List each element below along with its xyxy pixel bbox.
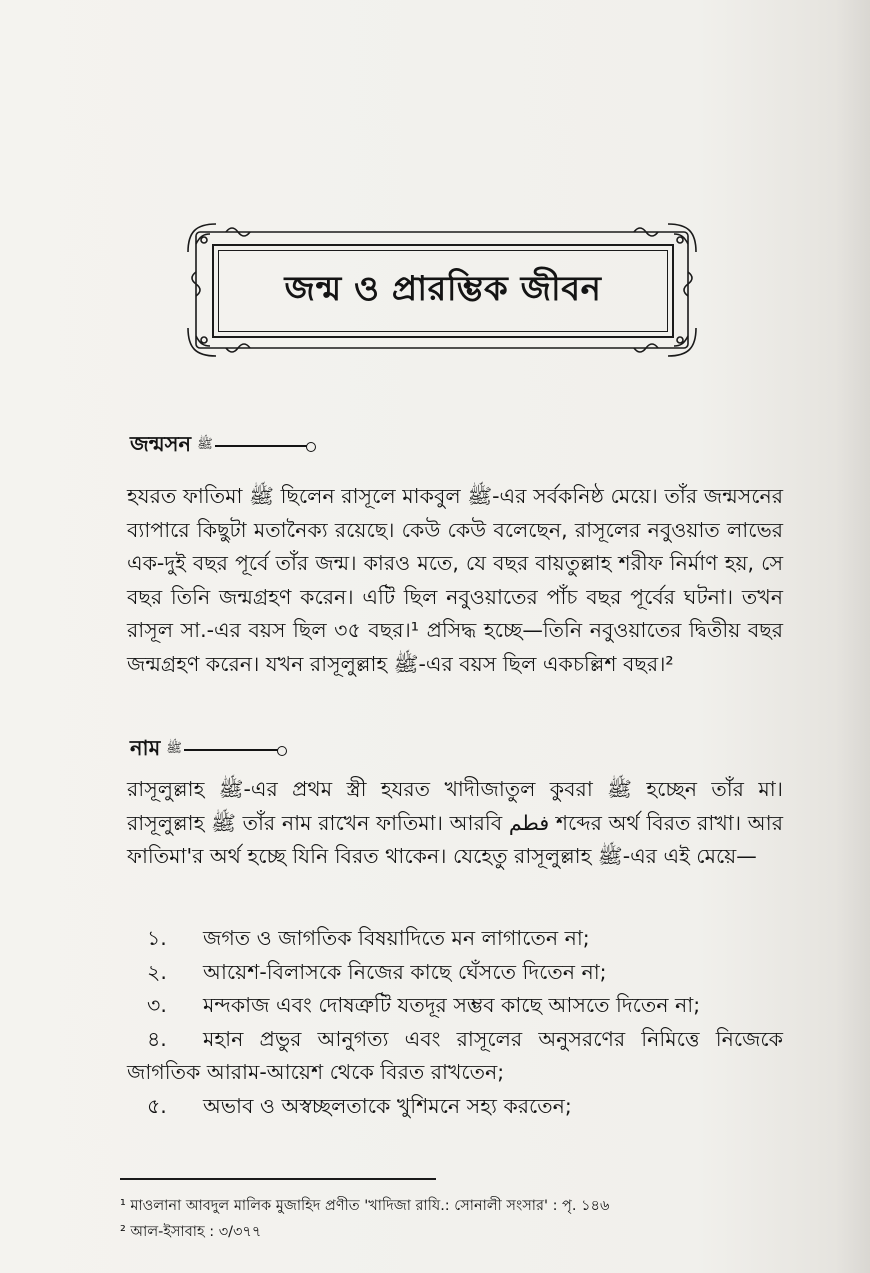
footnote-divider xyxy=(120,1178,436,1180)
list-item: ২. আয়েশ-বিলাসকে নিজের কাছে ঘেঁসতে দিতেন না; xyxy=(147,959,607,984)
heading-rule xyxy=(184,749,284,751)
chapter-title: জন্ম ও প্রারম্ভিক জীবন xyxy=(284,268,602,309)
honorific-icon: ﷺ xyxy=(166,741,183,756)
section-heading-name xyxy=(130,732,284,767)
footnote-1: ¹ মাওলানা আবদুল মালিক মুজাহিদ প্রণীত 'খাদিজা রাযি.: সোনালী সংসার' : পৃ. ১৪৬ xyxy=(120,1198,610,1214)
list-item: ৫. অভাব ও অস্বচ্ছলতাকে খুশিমনে সহ্য করতেন; xyxy=(147,1093,572,1118)
section-paragraph-birth-year: হযরত ফাতিমা ﷺ ছিলেন রাসূলে মাকবুল ﷺ-এর সর্বকনিষ্ঠ মেয়ে। তাঁর জন্মসনের ব্যাপারে কিছুটা মতানৈক্য রয়েছে। কেউ কেউ বলেছেন, রাসূলের নবুওয়াত লাভের এক-দুই বছর পূর্বে তাঁর জন্ম। কারও মতে, যে বছর বায়তুল্লাহ শরীফ নির্মাণ হয়, সে বছর তিনি জন্মগ্রহণ করেন। এটি ছিল নবুওয়াতের পাঁচ বছর পূর্বের ঘটনা। তখন রাসূল সা.-এর বয়স ছিল ৩৫ বছর।¹ প্রসিদ্ধ হচ্ছে—তিনি নবুওয়াতের দ্বিতীয় বছর জন্মগ্রহণ করেন। যখন রাসূলুল্লাহ ﷺ-এর বয়স ছিল একচল্লিশ বছর।² xyxy=(127,484,783,676)
heading-text: নাম xyxy=(130,736,161,760)
section-heading-birth-year xyxy=(130,428,313,463)
qualities-list xyxy=(127,922,783,1123)
list-item: ৩. মন্দকাজ এবং দোষত্রুটি যতদূর সম্ভব কাছে আসতে দিতেন না; xyxy=(147,993,701,1017)
footnote-2: ² আল-ইসাবাহ : ৩/৩৭৭ xyxy=(120,1224,262,1240)
list-item: ৪. মহান প্রভুর আনুগত্য এবং রাসূলের অনুসরণের নিমিত্তে নিজেকে জাগতিক আরাম-আয়েশ থেকে বিরত রাখতেন; xyxy=(127,1026,783,1084)
title-box xyxy=(212,244,674,338)
section-paragraph-name: রাসূলুল্লাহ ﷺ-এর প্রথম স্ত্রী হযরত খাদীজাতুল কুবরা ﷺ হচ্ছেন তাঁর মা। রাসূলুল্লাহ ﷺ তাঁর নাম রাখেন ফাতিমা। আরবি فطم শব্দের অর্থ বিরত রাখা। আর ফাতিমা'র অর্থ হচ্ছে যিনি বিরত থাকেন। যেহেতু রাসূলুল্লাহ ﷺ-এর এই মেয়ে— xyxy=(127,777,783,868)
chapter-title-frame xyxy=(186,222,698,358)
heading-text: জন্মসন xyxy=(130,432,192,456)
heading-rule xyxy=(215,445,313,447)
list-item: ১. জগত ও জাগতিক বিষয়াদিতে মন লাগাতেন না; xyxy=(147,926,590,950)
honorific-icon: ﷺ xyxy=(197,437,213,452)
